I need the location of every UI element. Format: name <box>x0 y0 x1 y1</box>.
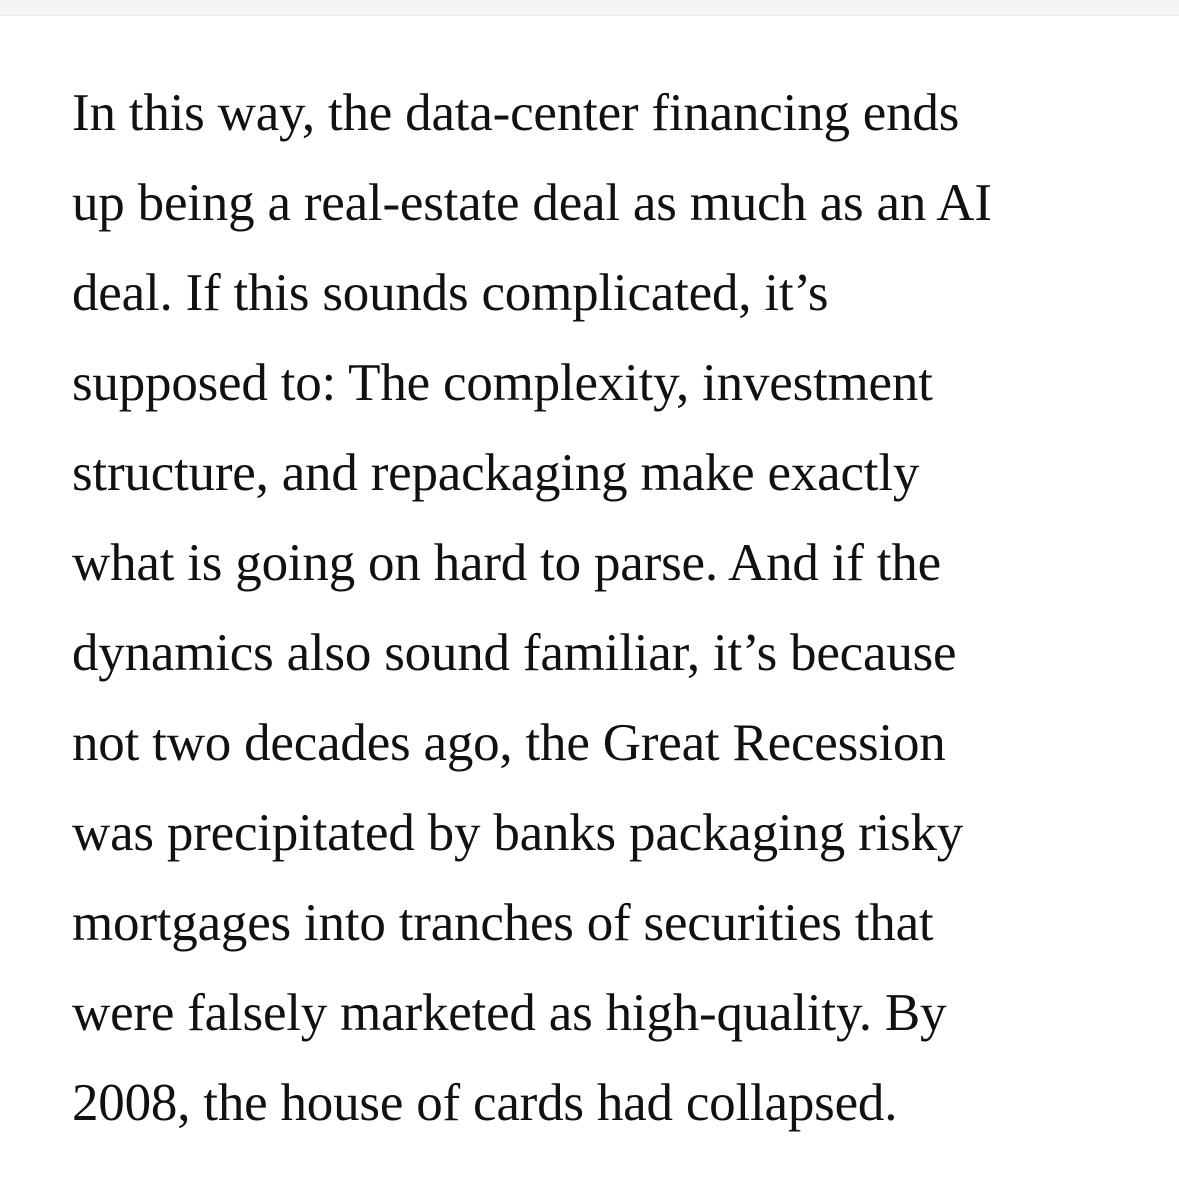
paragraph-line: were falsely marketed as high-quality. By <box>72 984 947 1042</box>
paragraph-line: not two decades ago, the Great Recession <box>72 714 946 772</box>
paragraph-line: dynamics also sound familiar, it’s because <box>72 624 957 682</box>
article-paragraph <box>72 68 1132 1148</box>
article-body <box>72 68 1132 1148</box>
top-toolbar-strip <box>0 0 1179 16</box>
paragraph-line: mortgages into tranches of securities that <box>72 894 934 952</box>
paragraph-line: supposed to: The complexity, investment <box>72 354 933 412</box>
paragraph-line: In this way, the data-center financing ends <box>72 84 960 142</box>
paragraph-line: what is going on hard to parse. And if the <box>72 534 941 592</box>
paragraph-line: 2008, the house of cards had collapsed. <box>72 1074 898 1132</box>
paragraph-line: was precipitated by banks packaging risky <box>72 804 964 862</box>
paragraph-line: structure, and repackaging make exactly <box>72 444 920 502</box>
paragraph-line: deal. If this sounds complicated, it’s <box>72 264 829 322</box>
paragraph-line: up being a real-estate deal as much as an AI <box>72 174 992 232</box>
